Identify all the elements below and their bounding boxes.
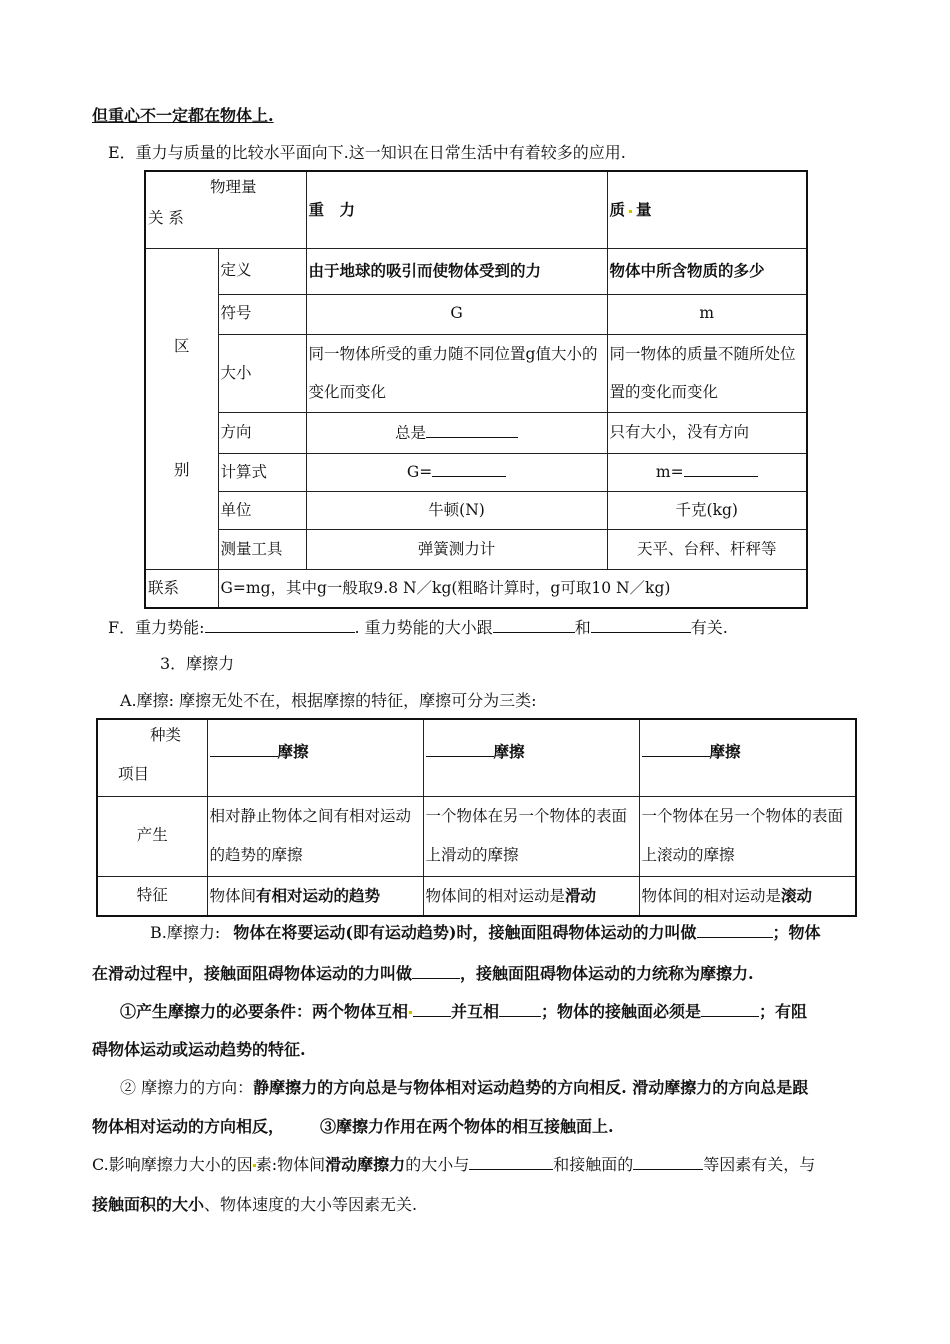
header-item: 项目 xyxy=(118,765,150,784)
section-e: E．重力与质量的比较水平面向下.这一知识在日常生活中有着较多的应用. xyxy=(108,143,626,162)
col-rolling-friction xyxy=(639,719,856,796)
cell-gravity xyxy=(306,413,607,454)
group-label-2: 别 xyxy=(173,461,190,480)
header-corner xyxy=(97,719,207,796)
section-f-mid: . 重力势能的大小跟 xyxy=(354,618,493,637)
cell-produce: 一个物体在另一个物体的表面上滑动的摩擦 xyxy=(423,796,639,876)
gravity-mass-table xyxy=(144,170,808,609)
section-b-text: ；物体 xyxy=(772,923,821,942)
col-mass-b: 量 xyxy=(636,200,652,220)
table-row xyxy=(145,248,807,294)
cell-produce: 相对静止物体之间有相对运动的趋势的摩擦 xyxy=(207,796,423,876)
cell-mass: 天平、台秤、杆秤等 xyxy=(607,530,807,570)
cell-gravity: 弹簧测力计 xyxy=(306,530,607,570)
blank-line[interactable] xyxy=(426,423,518,438)
section-c-text: 素:物体间 xyxy=(255,1155,326,1174)
table-row xyxy=(145,334,807,413)
blank-line[interactable] xyxy=(642,742,710,757)
section-b-text: 在滑动过程中，接触面阻碍物体运动的力叫做 xyxy=(92,964,413,983)
col-static-friction xyxy=(207,719,423,796)
section-b-line5 xyxy=(120,1075,808,1098)
section-c-text: 和接触面的 xyxy=(553,1155,634,1174)
section-c-bold: 接触面积的大小 xyxy=(92,1195,205,1214)
col-sliding-friction xyxy=(423,719,639,796)
cell-gravity: 由于地球的吸引而使物体受到的力 xyxy=(306,248,607,294)
section-f xyxy=(108,615,728,638)
row-label: 计算式 xyxy=(218,454,306,492)
blank-line[interactable] xyxy=(412,964,460,979)
row-label: 符号 xyxy=(218,294,306,334)
blank-line[interactable] xyxy=(413,1002,451,1017)
blank-line[interactable] xyxy=(701,1002,759,1017)
table-row xyxy=(97,719,856,796)
direction-text: 的方向总是与物体相对运动趋势的方向相反. 滑动摩擦力的方向总是跟 xyxy=(317,1078,809,1097)
row-label: 大小 xyxy=(218,334,306,413)
header-relation: 关 系 xyxy=(148,209,184,228)
condition-text: ①产生摩擦力的必要条件：两个物体互相 xyxy=(120,1002,409,1021)
heading-friction: 3．摩擦力 xyxy=(160,654,235,673)
cell-feature xyxy=(207,876,423,916)
blank-line[interactable] xyxy=(633,1155,703,1170)
group-difference xyxy=(145,248,218,570)
table-row xyxy=(145,570,807,608)
feature-bold: 滑动 xyxy=(565,885,597,905)
blank-line[interactable] xyxy=(684,462,758,477)
section-b-line6 xyxy=(92,1114,614,1137)
cell-feature xyxy=(639,876,856,916)
cell-mass xyxy=(607,454,807,492)
direction-label: ② 摩擦力的方向： xyxy=(120,1078,254,1097)
cell-mass: 千克(kg) xyxy=(607,492,807,530)
section-b-text: 物体在将要运动(即有运动趋势)时，接触面阻碍物体运动的力叫做 xyxy=(233,923,697,942)
direction-bold: 静摩擦力 xyxy=(253,1078,318,1097)
cell-produce: 一个物体在另一个物体的表面上滚动的摩擦 xyxy=(639,796,856,876)
link-label: 联系 xyxy=(145,570,218,608)
header-kind: 种类 xyxy=(150,726,182,744)
section-f-and: 和 xyxy=(574,618,591,637)
section-b-label: B.摩擦力: xyxy=(150,923,221,942)
cell-gravity: G xyxy=(306,294,607,334)
cell-gravity xyxy=(306,454,607,492)
header-corner xyxy=(145,171,306,248)
blank-line[interactable] xyxy=(205,618,355,633)
condition-text: 并互相 xyxy=(451,1002,500,1021)
dot-mark xyxy=(629,210,632,213)
act-text: ③摩擦力作用在两个物体的相互接触面上. xyxy=(320,1117,614,1136)
cell-gravity: 牛顿(N) xyxy=(306,492,607,530)
table-row xyxy=(145,294,807,334)
table-row xyxy=(97,796,856,876)
table-row xyxy=(145,530,807,570)
table-row xyxy=(145,454,807,492)
section-f-prefix: F．重力势能: xyxy=(108,618,205,637)
friction-types-table xyxy=(96,718,857,917)
cell-gravity-text: G= xyxy=(406,463,433,482)
blank-line[interactable] xyxy=(432,462,506,477)
header-quantity: 物理量 xyxy=(210,178,257,196)
section-f-suffix: 有关. xyxy=(690,618,728,637)
col-label: 摩擦 xyxy=(709,742,741,761)
feature-bold: 滚动 xyxy=(781,885,813,905)
cell-mass-text: m= xyxy=(655,463,684,482)
direction-text: 物体相对运动的方向相反， xyxy=(92,1117,285,1136)
feature-prefix: 物体间的相对运动是 xyxy=(641,886,782,905)
col-mass-a: 质 xyxy=(609,200,626,220)
cell-gravity: 同一物体所受的重力随不同位置g值大小的变化而变化 xyxy=(306,334,607,413)
blank-line[interactable] xyxy=(697,923,773,938)
blank-line[interactable] xyxy=(591,618,691,633)
table-row xyxy=(145,413,807,454)
row-label: 方向 xyxy=(218,413,306,454)
cell-mass: 只有大小，没有方向 xyxy=(607,413,807,454)
blank-line[interactable] xyxy=(469,1155,553,1170)
condition-text: ；物体的接触面必须是 xyxy=(541,1002,702,1021)
section-c-line2 xyxy=(92,1192,417,1215)
dot-mark xyxy=(409,1011,412,1014)
top-line: 但重心不一定都在物体上. xyxy=(92,106,274,125)
cell-mass: 物体中所含物质的多少 xyxy=(607,248,807,294)
feature-prefix: 物体间的相对运动是 xyxy=(425,886,566,905)
section-b-line1 xyxy=(150,920,821,943)
col-label: 摩擦 xyxy=(493,742,525,761)
row-label: 产生 xyxy=(97,796,207,876)
section-c-line1 xyxy=(92,1152,815,1175)
col-label: 摩擦 xyxy=(277,742,309,761)
blank-line[interactable] xyxy=(493,618,575,633)
feature-bold: 有相对运动的趋势 xyxy=(256,885,381,905)
section-b-line4: 碍物体运动或运动趋势的特征. xyxy=(92,1040,306,1059)
cell-gravity-text: 总是 xyxy=(395,423,427,442)
col-mass xyxy=(607,171,807,248)
table-row xyxy=(145,492,807,530)
section-c-text: 的大小与 xyxy=(405,1155,470,1174)
section-c-text: 、物体速度的大小等因素无关. xyxy=(204,1195,418,1214)
cell-feature xyxy=(423,876,639,916)
section-c-bold: 滑动摩擦力 xyxy=(325,1155,406,1174)
row-label: 单位 xyxy=(218,492,306,530)
feature-prefix: 物体间 xyxy=(209,886,257,905)
blank-line[interactable] xyxy=(499,1002,541,1017)
cell-mass: 同一物体的质量不随所处位置的变化而变化 xyxy=(607,334,807,413)
blank-line[interactable] xyxy=(210,742,278,757)
section-c-text: C.影响摩擦力大小的因 xyxy=(92,1155,253,1174)
section-b-line3 xyxy=(120,999,807,1022)
table-row xyxy=(145,171,807,248)
section-b-text: ，接触面阻碍物体运动的力统称为摩擦力. xyxy=(460,964,754,983)
col-gravity: 重 力 xyxy=(306,171,607,248)
group-label-1: 区 xyxy=(173,336,190,355)
row-label: 特征 xyxy=(97,876,207,916)
section-b-line2 xyxy=(92,961,754,984)
row-label: 定义 xyxy=(218,248,306,294)
cell-mass: m xyxy=(607,294,807,334)
blank-line[interactable] xyxy=(426,742,494,757)
table-row xyxy=(97,876,856,916)
section-c-text: 等因素有关，与 xyxy=(703,1155,816,1174)
section-a: A.摩擦: 摩擦无处不在，根据摩擦的特征，摩擦可分为三类: xyxy=(120,691,537,710)
condition-text: ；有阻 xyxy=(759,1002,808,1021)
row-label: 测量工具 xyxy=(218,530,306,570)
link-text: G=mg，其中g一般取9.8 N／kg(粗略计算时，g可取10 N／kg) xyxy=(218,570,807,608)
